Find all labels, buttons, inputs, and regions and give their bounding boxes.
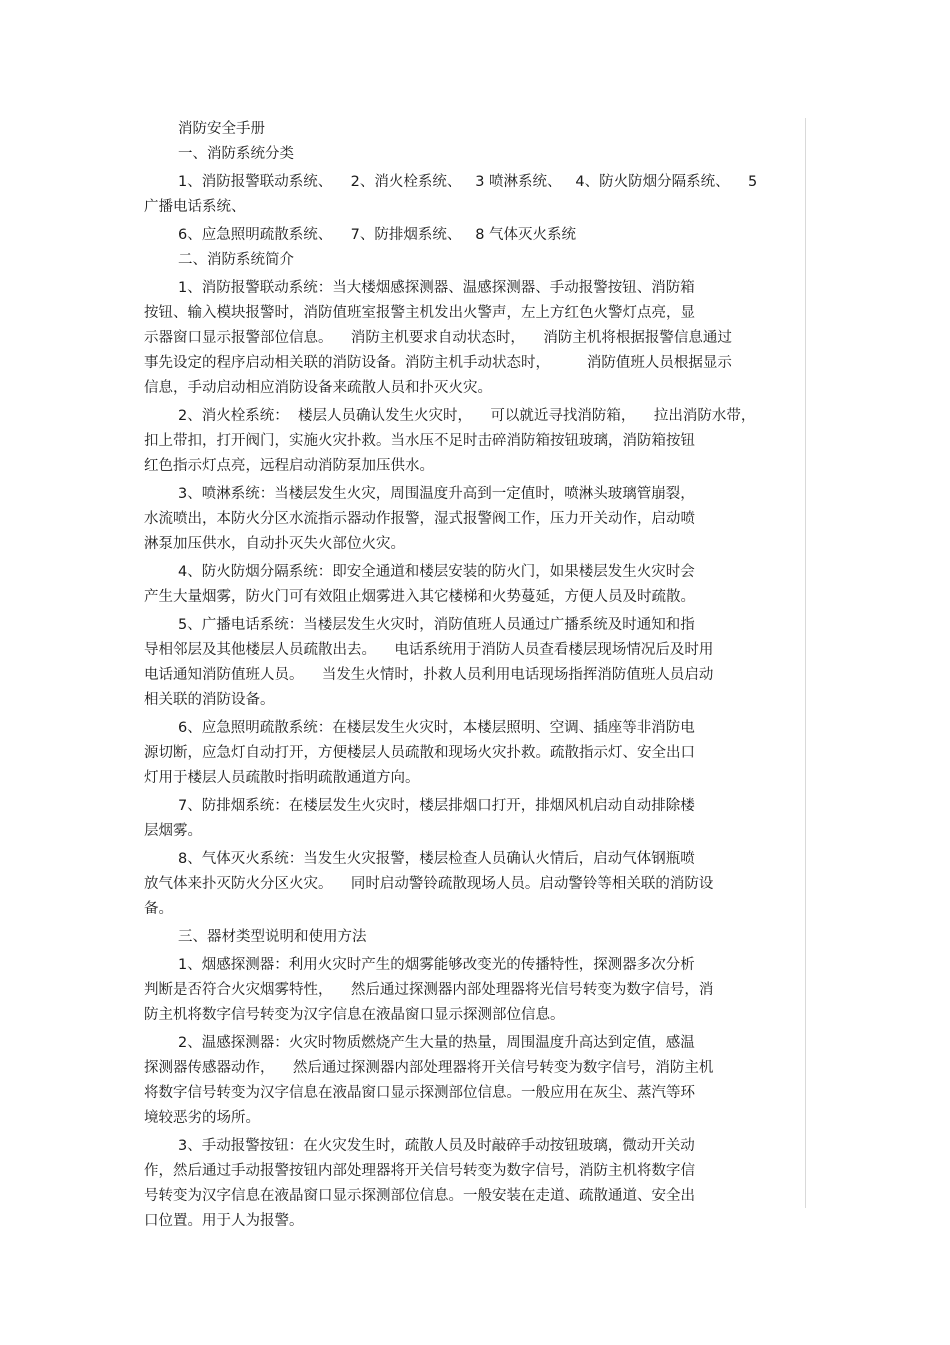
paragraph-line: 相关联的消防设备。 <box>144 692 275 708</box>
section-heading-1: 一、消防系统分类 <box>178 146 294 162</box>
paragraph-line: 6、应急照明疏散系统：在楼层发生火灾时，本楼层照明、空调、插座等非消防电 <box>178 720 695 736</box>
paragraph-line: 淋泵加压供水，自动扑灭失火部位火灾。 <box>144 536 405 552</box>
paragraph-line: 电话通知消防值班人员。 当发生火情时，扑救人员利用电话现场指挥消防值班人员启动 <box>144 667 714 683</box>
system-list-line: 6、应急照明疏散系统、 7、防排烟系统、 8 气体灭火系统 <box>178 227 577 243</box>
paragraph-line: 按钮、输入模块报警时，消防值班室报警主机发出火警声，左上方红色火警灯点亮，显 <box>144 305 695 321</box>
paragraph-line: 8、气体灭火系统：当发生火灾报警，楼层检查人员确认火情后，启动气体钢瓶喷 <box>178 851 695 867</box>
paragraph-line: 事先设定的程序启动相关联的消防设备。消防主机手动状态时， 消防值班人员根据显示 <box>144 355 732 371</box>
paragraph-line: 红色指示灯点亮，远程启动消防泵加压供水。 <box>144 458 434 474</box>
paragraph-line: 3、手动报警按钮：在火灾发生时，疏散人员及时敲碎手动按钮玻璃，微动开关动 <box>178 1138 695 1154</box>
paragraph-line: 境较恶劣的场所。 <box>144 1110 260 1126</box>
paragraph-line: 3、喷淋系统：当楼层发生火灾，周围温度升高到一定值时，喷淋头玻璃管崩裂， <box>178 486 695 502</box>
section-heading-2: 二、消防系统简介 <box>178 252 294 268</box>
paragraph-line: 产生大量烟雾，防火门可有效阻止烟雾进入其它楼梯和火势蔓延，方便人员及时疏散。 <box>144 589 695 605</box>
paragraph-line: 判断是否符合火灾烟雾特性， 然后通过探测器内部处理器将光信号转变为数字信号，消 <box>144 982 714 998</box>
paragraph-line: 7、防排烟系统：在楼层发生火灾时，楼层排烟口打开，排烟风机启动自动排除楼 <box>178 798 695 814</box>
paragraph-line: 口位置。用于人为报警。 <box>144 1213 304 1229</box>
paragraph-line: 放气体来扑灭防火分区火灾。 同时启动警铃疏散现场人员。启动警铃等相关联的消防设 <box>144 876 714 892</box>
paragraph-line: 4、防火防烟分隔系统：即安全通道和楼层安装的防火门，如果楼层发生火灾时会 <box>178 564 695 580</box>
paragraph-line: 1、消防报警联动系统：当大楼烟感探测器、温感探测器、手动报警按钮、消防箱 <box>178 280 695 296</box>
paragraph-line: 号转变为汉字信息在液晶窗口显示探测部位信息。一般安装在走道、疏散通道、安全出 <box>144 1188 695 1204</box>
paragraph-line: 1、烟感探测器：利用火灾时产生的烟雾能够改变光的传播特性，探测器多次分析 <box>178 957 695 973</box>
paragraph-line: 备。 <box>144 901 173 917</box>
system-list-line: 1、消防报警联动系统、 2、消火栓系统、 3 喷淋系统、 4、防火防烟分隔系统、 5 <box>178 174 758 190</box>
paragraph-line: 导相邻层及其他楼层人员疏散出去。 电话系统用于消防人员查看楼层现场情况后及时用 <box>144 642 714 658</box>
system-list-line: 广播电话系统、 <box>144 199 246 215</box>
document-body <box>144 117 794 1234</box>
margin-rule <box>805 118 806 1208</box>
paragraph-line: 源切断，应急灯自动打开，方便楼层人员疏散和现场火灾扑救。疏散指示灯、安全出口 <box>144 745 695 761</box>
paragraph-line: 探测器传感器动作， 然后通过探测器内部处理器将开关信号转变为数字信号，消防主机 <box>144 1060 714 1076</box>
document-title: 消防安全手册 <box>178 121 265 137</box>
paragraph-line: 扣上带扣，打开阀门，实施火灾扑救。当水压不足时击碎消防箱按钮玻璃，消防箱按钮 <box>144 433 695 449</box>
paragraph-line: 防主机将数字信号转变为汉字信息在液晶窗口显示探测部位信息。 <box>144 1007 565 1023</box>
section-heading-3: 三、器材类型说明和使用方法 <box>178 929 367 945</box>
paragraph-line: 层烟雾。 <box>144 823 202 839</box>
paragraph-line: 信息，手动启动相应消防设备来疏散人员和扑灭火灾。 <box>144 380 492 396</box>
paragraph-line: 作，然后通过手动报警按钮内部处理器将开关信号转变为数字信号，消防主机将数字信 <box>144 1163 695 1179</box>
paragraph-line: 2、消火栓系统： 楼层人员确认发生火灾时， 可以就近寻找消防箱， 拉出消防水带， <box>178 408 756 424</box>
paragraph-line: 5、广播电话系统：当楼层发生火灾时，消防值班人员通过广播系统及时通知和指 <box>178 617 695 633</box>
paragraph-line: 示器窗口显示报警部位信息。 消防主机要求自动状态时， 消防主机将根据报警信息通过 <box>144 330 732 346</box>
paragraph-line: 将数字信号转变为汉字信息在液晶窗口显示探测部位信息。一般应用在灰尘、蒸汽等环 <box>144 1085 695 1101</box>
paragraph-line: 2、温感探测器：火灾时物质燃烧产生大量的热量，周围温度升高达到定值，感温 <box>178 1035 695 1051</box>
paragraph-line: 水流喷出，本防火分区水流指示器动作报警，湿式报警阀工作，压力开关动作，启动喷 <box>144 511 695 527</box>
paragraph-line: 灯用于楼层人员疏散时指明疏散通道方向。 <box>144 770 420 786</box>
